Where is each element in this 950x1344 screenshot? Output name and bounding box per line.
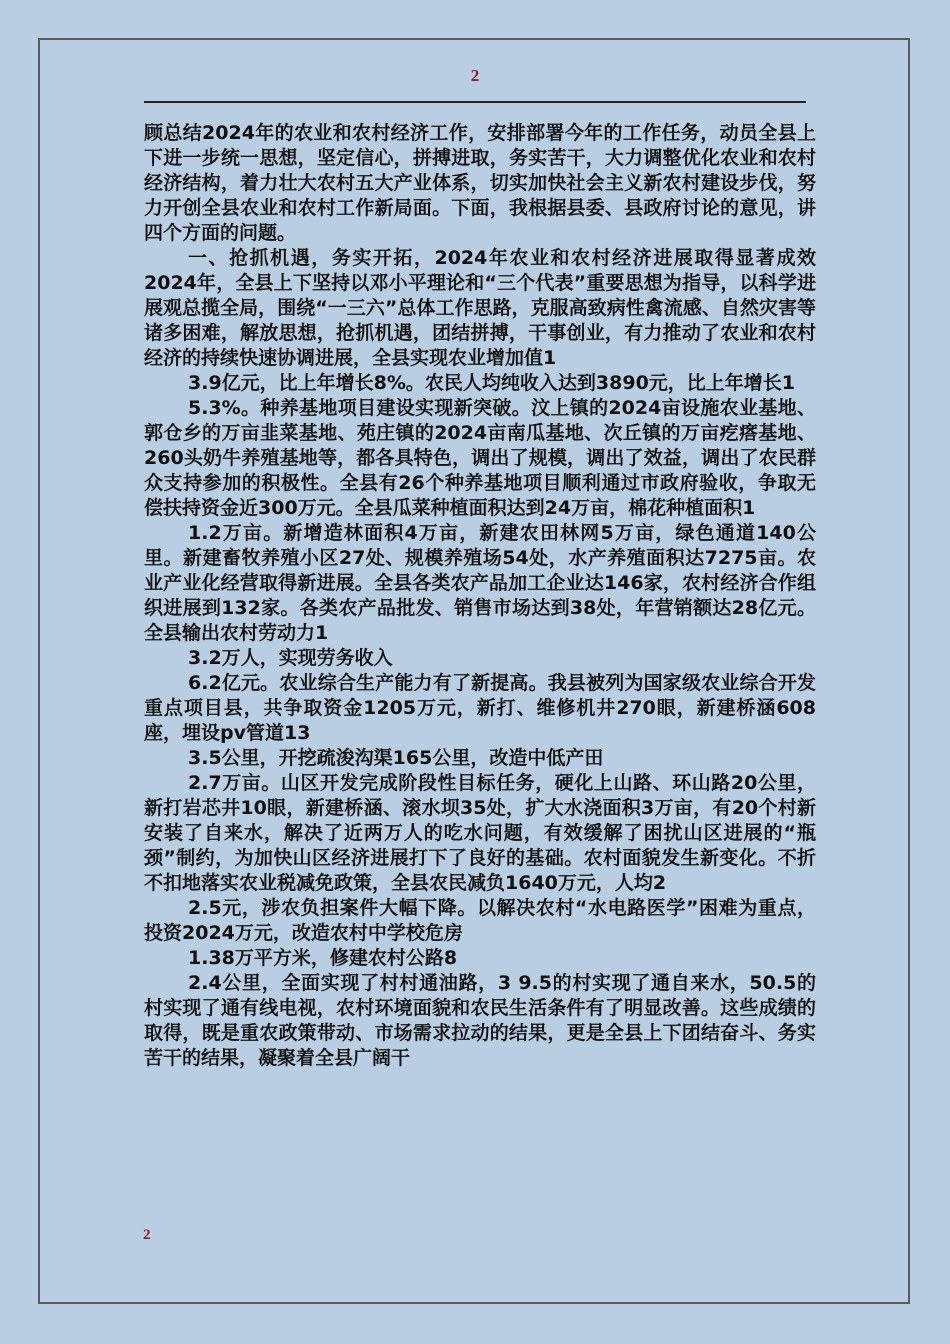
paragraph: 5.3%。种养基地项目建设实现新突破。汶上镇的2024亩设施农业基地、郭仓乡的万亩韭菜基地、苑庄镇的2024亩南瓜基地、次丘镇的万亩疙瘩基地、260头奶牛养殖基地等，都各具特色，调出了规模，调出了效益，调出了农民群众支持参加的积极性。全县有26个种养基地项目顺利通过市政府验收，争取无偿扶持资金近300万元。全县瓜菜种植面积达到24万亩，棉花种植面积1 xyxy=(144,397,816,519)
header-rule xyxy=(144,101,806,103)
paragraph: 2.4公里，全面实现了村村通油路，3 9.5的村实现了通自来水，50.5的村实现了通有线电视，农村环境面貌和农民生活条件有了明显改善。这些成绩的取得，既是重农政策带动、市场需求拉动的结果，更是全县上下团结奋斗、务实苦干的结果，凝聚着全县广阔干 xyxy=(144,972,816,1069)
paragraph: 3.9亿元，比上年增长8%。农民人均纯收入达到3890元，比上年增长1 xyxy=(188,372,796,394)
footer-page-number: 2 xyxy=(143,1227,151,1243)
header-page-number: 2 xyxy=(470,66,480,85)
paragraph: 一、抢抓机遇，务实开拓，2024年农业和农村经济进展取得显著成效2024年，全县上下坚持以邓小平理论和“三个代表”重要思想为指导，以科学进展观总揽全局，围绕“一三六”总体工作思路，克服高致病性禽流感、自然灾害等诸多困难，解放思想，抢抓机遇，团结拼搏，干事创业，有力推动了农业和农村经济的持续快速协调进展，全县实现农业增加值1 xyxy=(144,247,816,369)
paragraph: 2.7万亩。山区开发完成阶段性目标任务，硬化上山路、环山路20公里，新打岩芯井10眼，新建桥涵、滚水坝35处，扩大水浇面积3万亩，有20个村新安装了自来水，解决了近两万人的吃水问题，有效缓解了困扰山区进展的“瓶颈”制约，为加快山区经济进展打下了良好的基础。农村面貌发生新变化。不折不扣地落实农业税减免政策，全县农民减负1640万元，人均2 xyxy=(144,772,816,894)
paragraph: 1.2万亩。新增造林面积4万亩，新建农田林网5万亩，绿色通道140公里。新建畜牧养殖小区27处、规模养殖场54处，水产养殖面积达7275亩。农业产业化经营取得新进展。全县各类农产品加工企业达146家，农村经济合作组织进展到132家。各类农产品批发、销售市场达到38处，年营销额达28亿元。全县输出农村劳动力1 xyxy=(144,522,816,644)
paragraph: 1.38万平方米，修建农村公路8 xyxy=(188,947,458,969)
paragraph: 顾总结2024年的农业和农村经济工作，安排部署今年的工作任务，动员全县上下进一步统一思想，坚定信心，拼搏进取，务实苦干，大力调整优化农业和农村经济结构，着力壮大农村五大产业体系，切实加快社会主义新农村建设步伐，努力开创全县农业和农村工作新局面。下面，我根据县委、县政府讨论的意见，讲四个方面的问题。 xyxy=(144,122,816,244)
paragraph: 2.5元，涉农负担案件大幅下降。以解决农村“水电路医学”困难为重点，投资2024万元，改造农村中学校危房 xyxy=(144,897,816,944)
paragraph: 3.2万人，实现劳务收入 xyxy=(188,647,393,669)
body-text xyxy=(144,121,816,1071)
paragraph: 6.2亿元。农业综合生产能力有了新提高。我县被列为国家级农业综合开发重点项目县，共争取资金1205万元，新打、维修机井270眼，新建桥涵608座，埋设pv管道13 xyxy=(144,672,816,744)
paragraph: 3.5公里，开挖疏浚沟渠165公里，改造中低产田 xyxy=(188,747,604,769)
